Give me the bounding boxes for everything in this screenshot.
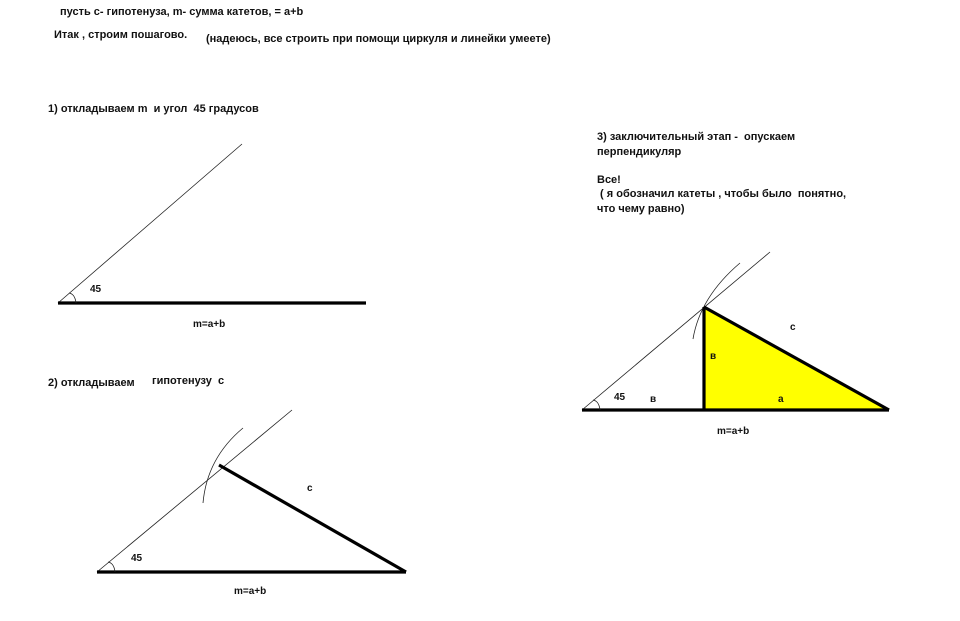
step2-figure bbox=[97, 410, 406, 597]
step3-angle-label: 45 bbox=[614, 392, 626, 403]
step1-angle-ray bbox=[58, 144, 242, 303]
step2-hypotenuse-label: c bbox=[307, 483, 313, 494]
step2-heading-a: 2) откладываем bbox=[48, 377, 135, 389]
step2-heading-b: гипотенузу c bbox=[152, 375, 225, 387]
step1-figure bbox=[58, 144, 366, 330]
intro-note: (надеюсь, все строить при помощи циркуля и линейки умеете) bbox=[206, 33, 551, 45]
intro-line-2: Итак , строим пошагово. bbox=[54, 29, 188, 41]
step3-note-line-1: ( я обозначил катеты , чтобы было понятно, bbox=[597, 188, 847, 200]
step3-hypotenuse-label: c bbox=[790, 322, 796, 333]
step3-done: Все! bbox=[597, 174, 621, 186]
step1-heading: 1) откладываем m и угол 45 градусов bbox=[48, 103, 259, 115]
step3-heading-line-2: перпендикуляр bbox=[597, 146, 682, 158]
step3-leg-b-vertical-label: в bbox=[710, 351, 717, 362]
step2-base-label: m=a+b bbox=[234, 586, 267, 597]
step2-angle-label: 45 bbox=[131, 553, 143, 564]
step3-note-line-2: что чему равно) bbox=[597, 203, 685, 215]
step3-heading-line-1: 3) заключительный этап - опускаем bbox=[597, 131, 796, 143]
step1-base-label: m=a+b bbox=[193, 319, 226, 330]
step3-figure bbox=[582, 252, 889, 437]
step3-base-label: m=a+b bbox=[717, 426, 750, 437]
step1-angle-label: 45 bbox=[90, 284, 102, 295]
step2-hypotenuse bbox=[219, 465, 406, 572]
step3-leg-b-base-label: в bbox=[650, 394, 657, 405]
step3-leg-a-label: a bbox=[778, 394, 784, 405]
intro-line-1: пусть с- гипотенуза, m- сумма катетов, = a+b bbox=[60, 6, 304, 18]
